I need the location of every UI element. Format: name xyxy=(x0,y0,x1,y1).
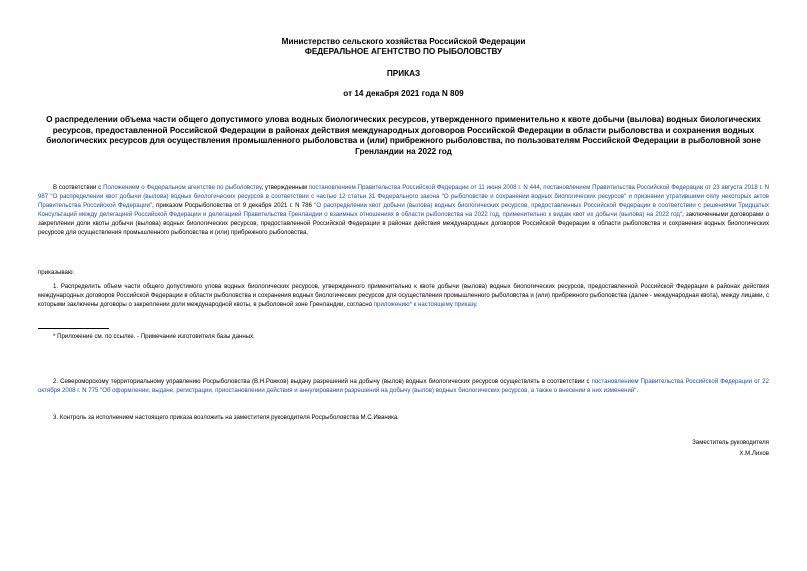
preamble xyxy=(38,183,769,238)
footnote-divider xyxy=(38,328,109,329)
preamble-text: , утвержденным xyxy=(261,184,309,191)
item-1-text: 1. Распределить объем части общего допустимого улова водных биологических ресурсов, утвержденного применительно к квоте добычи (вылова) водных биологических ресурсов, предоставленной Российской Федерации в районах действия международных договоров Российской Федерации в области рыболовства и сохранения водных биологических ресурсов для осуществления промышленного рыболовства и (или) прибрежного рыболовства (далее - международная квота), между лицами, с которыми заключены договоры о закреплении доли международной квоты, в рыболовной зоне Гренландии, согласно xyxy=(38,283,769,309)
item-1-tail: * к настоящему приказу. xyxy=(409,301,478,309)
link-resolution-444[interactable]: постановлением Правительства Российской Федерации от 11 июня 2008 г. N 444 xyxy=(308,184,540,191)
preamble-text: , заключенными договорами о закреплении доли квоты добычи (вылова) водных биологических ресурсов, предоставленной Российской Федерации в районах действия международных договоров Российской Федерации в области рыболовства и сохранения водных биологических ресурсов для осуществления промышленного рыболовства и (или) прибрежного рыболовства, xyxy=(38,211,769,237)
item-1 xyxy=(38,282,769,309)
item-2-tail: . xyxy=(636,387,639,395)
link-resolution-987[interactable]: постановлением Правительства Российской Федерации от 23 августа 2018 г. N 987 "О распределении квот добычи (вылова) водных биологических ресурсов в соответствии с частью 12 статьи 31 Федерального закона "О рыболовстве и сохранении водных биологических ресурсов" и признании утратившими силу некоторых актов Правительства Российской Федерации" xyxy=(38,184,770,210)
doc-title: О распределении объема части общего допустимого улова водных биологических ресурсов, утвержденного применительно к квоте добычи (вылова) водных биологических ресурсов, предоставленной Российской Федерации в районах действия международных договоров Российской Федерации в области рыболовства и сохранения водных биологических ресурсов для осуществления промышленного рыболовства и (или) прибрежного рыболовства, по пользователям Российской Федерации в рыболовной зоне Гренландии на 2022 год xyxy=(46,115,761,156)
preamble-text: , приказом Росрыболовства от 9 декабря 2021 г. N 786 xyxy=(152,202,315,210)
item-2-text: 2. Североморскому территориальному управлению Росрыболовства (В.Н.Рожков) выдачу разрешений на добычу (вылов) водных биологических ресурсов осуществлять в соответствии с xyxy=(53,378,592,385)
signature-name: Х.М.Лиxов xyxy=(739,450,769,457)
preamble-text: , xyxy=(539,184,544,191)
header-agency: ФЕДЕРАЛЬНОЕ АГЕНТСТВО ПО РЫБОЛОВСТВУ xyxy=(304,47,503,56)
order-word: приказываю: xyxy=(38,269,75,276)
doc-type: ПРИКАЗ xyxy=(386,69,421,78)
link-regulation[interactable]: Положением о Федеральном агентстве по рыболовству xyxy=(103,184,262,191)
item-3: 3. Контроль за исполнением настоящего приказа возложить на заместителя руководителя Росрыболовства М.С.Иваника. xyxy=(53,414,399,421)
header-ministry: Министерство сельского хозяйства Российской Федерации xyxy=(281,37,526,46)
doc-date-number: от 14 декабря 2021 года N 809 xyxy=(343,89,464,98)
link-order-786[interactable]: "О распределении квот добычи (вылова) водных биологических ресурсов, предоставленных Российской Федерации в соответствии с решениями Тридцатых Консультаций между делегацией Российской Федерации и делегацией Правительства Гренландии о взаимных отношениях в области рыболовства на 2022 год, применительно к видам квот их добычи (вылова) на 2022 год" xyxy=(38,202,769,219)
item-2 xyxy=(38,377,769,395)
footnote: * Приложение см. по ссылке. - Примечание изготовителя базы данных. xyxy=(53,333,255,340)
preamble-text: В соответствии с xyxy=(53,184,104,191)
link-resolution-775[interactable]: постановлением Правительства Российской Федерации от 22 октября 2008 г. N 775 "Об оформлении, выдаче, регистрации, приостановлении действия и аннулировании разрешений на добычу (вылов) водных биологических ресурсов, а также о внесении в них изменений" xyxy=(38,378,769,395)
link-appendix[interactable]: приложению xyxy=(373,301,410,309)
signature-position: Заместитель руководителя xyxy=(692,439,769,446)
